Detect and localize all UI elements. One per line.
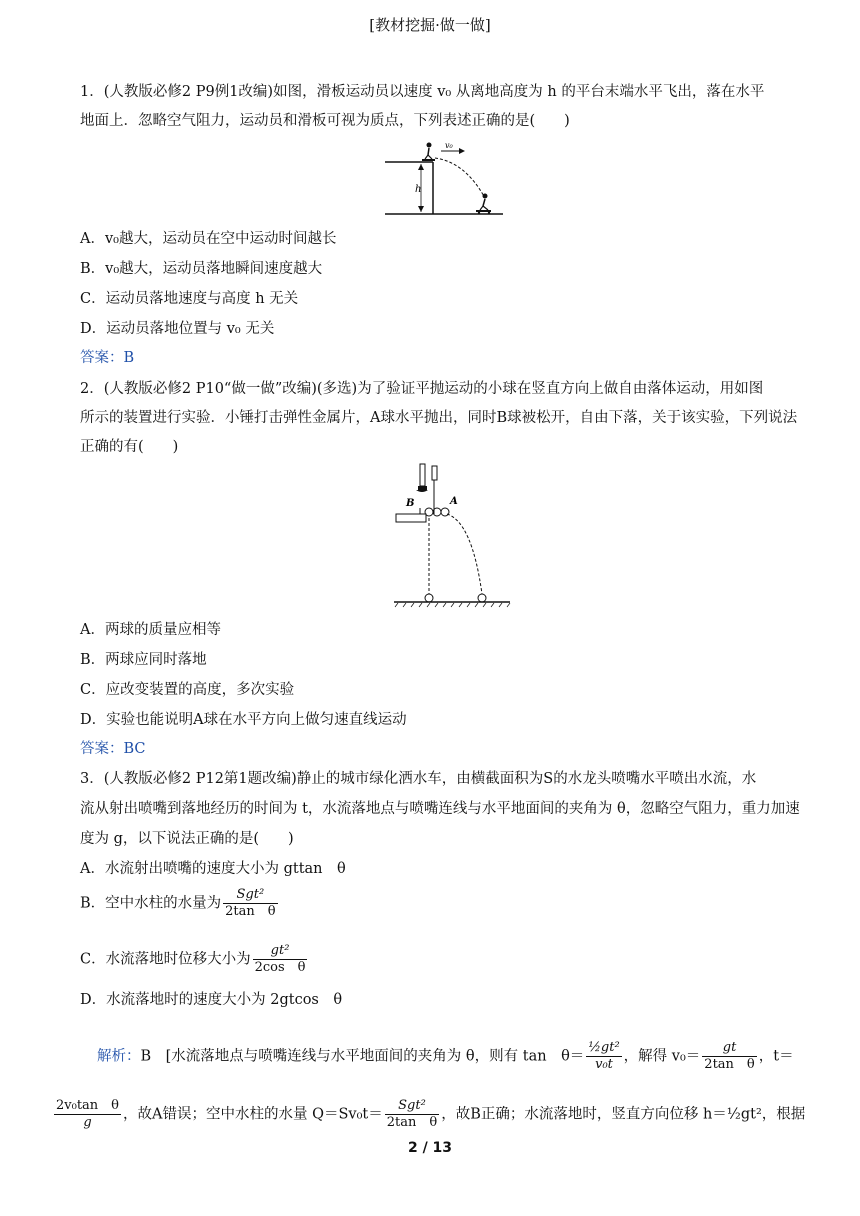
analysis-line2 [52,1098,805,1131]
q3-option-b-fraction [223,887,277,920]
q2-option-c: C．应改变装置的高度，多次实验 [80,682,295,698]
fig-ball-a-label: A [450,496,458,507]
q2-line3: 正确的有( ) [80,439,179,455]
q3-line1: 3．(人教版必修2 P12第1题改编)静止的城市绿化洒水车，由横截面积为S的水龙头喷嘴水平喷出水流，水 [80,771,757,787]
q3-option-c [80,943,309,976]
analysis-label: 解析： [97,1048,141,1065]
q1-option-d: D．运动员落地位置与 v₀ 无关 [80,321,275,337]
skateboarder-figure [385,140,510,218]
q1-line1: 1．(人教版必修2 P9例1改编)如图，滑板运动员以速度 v₀ 从离地高度为 h 的平台末端水平飞出，落在水平 [80,84,765,100]
q2-line1: 2．(人教版必修2 P10“做一做”改编)(多选)为了验证平抛运动的小球在竖直方向上做自由落体运动，用如图 [80,381,764,397]
fig-h-label: h [415,184,422,195]
analysis-seg5: ，故B正确；水流落地时，竖直方向位移 h＝½gt²，根据 [441,1106,806,1123]
q2-option-b: B．两球应同时落地 [80,652,207,668]
section-header: [教材挖掘·做一做] [369,16,491,34]
q2-option-a: A．两球的质量应相等 [80,622,221,638]
q3-option-c-text: C．水流落地时位移大小为 [80,951,251,968]
q2-answer: 答案：BC [80,741,146,757]
q3-option-b [80,887,280,920]
analysis-line1 [97,1040,794,1073]
q3-option-b-text: B．空中水柱的水量为 [80,895,222,912]
q3-option-c-fraction [253,943,308,976]
analysis-fraction-tan [586,1040,621,1073]
analysis-fraction-t [54,1098,121,1131]
analysis-seg2: ，解得 v₀＝ [623,1048,701,1065]
fraction-denominator: g [83,1115,92,1130]
analysis-fraction-q [385,1098,439,1131]
fraction-numerator: 2v₀tan θ [56,1098,120,1113]
fraction-denominator: 2tan θ [704,1057,755,1072]
analysis-fraction-v0 [702,1040,756,1073]
q3-option-d: D．水流落地时的速度大小为 2gtcos θ [80,992,343,1008]
fraction-denominator: 2tan θ [386,1115,438,1130]
fraction-numerator: gt [702,1040,756,1057]
falling-balls-apparatus-figure [392,462,514,608]
q2-option-d: D．实验也能说明A球在水平方向上做匀速直线运动 [80,712,407,728]
page-number: 2 / 13 [407,1140,453,1156]
q3-line2: 流从射出喷嘴到落地经历的时间为 t，水流落地点与喷嘴连线与水平地面间的夹角为 θ，忽略空气阻力，重力加速 [80,801,800,817]
q3-option-a: A．水流射出喷嘴的速度大小为 gttan θ [80,861,346,877]
fraction-numerator: ½gt² [588,1040,620,1055]
fraction-numerator: gt² [253,943,308,960]
analysis-seg4: ，故A错误；空中水柱的水量 Q＝Sv₀t＝ [123,1106,383,1123]
fraction-denominator: 2tan θ [225,904,276,919]
q1-option-b: B．v₀越大，运动员落地瞬间速度越大 [80,261,323,277]
q1-line2: 地面上．忽略空气阻力，运动员和滑板可视为质点，下列表述正确的是( ) [80,113,570,129]
fraction-numerator: Sgt² [223,887,277,904]
analysis-seg3: ，t＝ [758,1048,794,1065]
q1-answer: 答案：B [80,350,135,366]
fig-v0-label: v₀ [445,141,453,150]
fraction-denominator: v₀t [595,1057,613,1072]
fig-ball-b-label: B [406,498,415,509]
fraction-numerator: Sgt² [385,1098,439,1115]
analysis-seg1: B [水流落地点与喷嘴连线与水平地面间的夹角为 θ，则有 tan θ＝ [140,1048,585,1065]
q2-line2: 所示的装置进行实验．小锤打击弹性金属片，A球水平抛出，同时B球被松开，自由下落，关于该实验，下列说法 [80,410,798,426]
q1-option-a: A．v₀越大，运动员在空中运动时间越长 [80,231,337,247]
q3-line3: 度为 g，以下说法正确的是( ) [80,831,294,847]
q1-option-c: C．运动员落地速度与高度 h 无关 [80,291,299,307]
fraction-denominator: 2cos θ [254,960,306,975]
